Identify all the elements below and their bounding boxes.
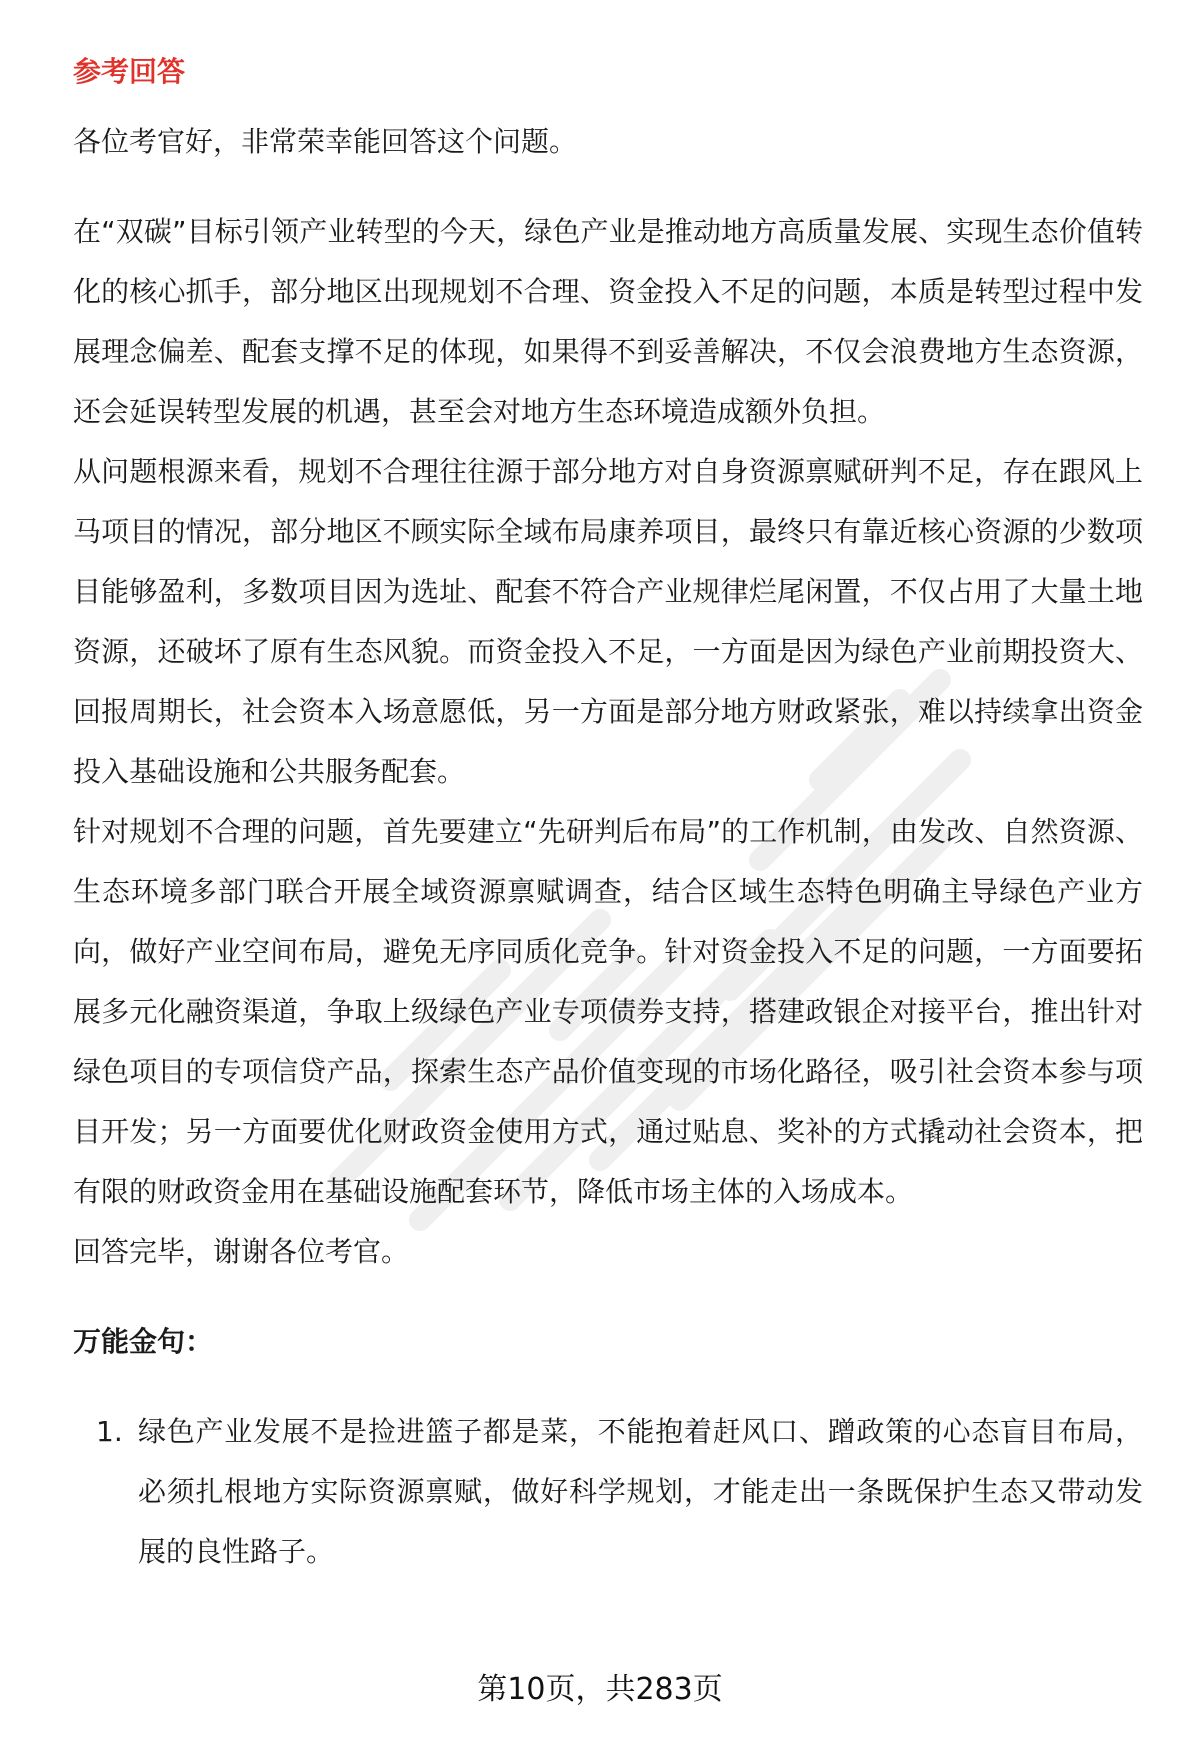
document-content [73, 52, 1143, 1582]
golden-sentences-heading: 万能金句： [73, 1325, 214, 1358]
answer-paragraph-2: 从问题根源来看，规划不合理往往源于部分地方对自身资源禀赋研判不足，存在跟风上马项目的情况，部分地区不顾实际全域布局康养项目，最终只有靠近核心资源的少数项目能够盈利，多数项目因为选址、配套不符合产业规律烂尾闲置，不仅占用了大量土地资源，还破坏了原有生态风貌。而资金投入不足，一方面是因为绿色产业前期投资大、回报周期长，社会资本入场意愿低，另一方面是部分地方财政紧张，难以持续拿出资金投入基础设施和公共服务配套。 [73, 455, 1143, 788]
answer-paragraph-3: 针对规划不合理的问题，首先要建立“先研判后布局”的工作机制，由发改、自然资源、生态环境多部门联合开展全域资源禀赋调查，结合区域生态特色明确主导绿色产业方向，做好产业空间布局，避免无序同质化竞争。针对资金投入不足的问题，一方面要拓展多元化融资渠道，争取上级绿色产业专项债券支持，搭建政银企对接平台，推出针对绿色项目的专项信贷产品，探索生态产品价值变现的市场化路径，吸引社会资本参与项目开发；另一方面要优化财政资金使用方式，通过贴息、奖补的方式撬动社会资本，把有限的财政资金用在基础设施配套环节，降低市场主体的入场成本。 [73, 815, 1143, 1208]
list-item [83, 1402, 1143, 1582]
reference-answer-heading: 参考回答 [73, 55, 186, 88]
golden-sentences-list [73, 1402, 1143, 1582]
list-item-text: 绿色产业发展不是捡进篮子都是菜，不能抱着赶风口、蹭政策的心态盲目布局，必须扎根地方实际资源禀赋，做好科学规划，才能走出一条既保护生态又带动发展的良性路子。 [138, 1415, 1143, 1568]
closing-paragraph: 回答完毕，谢谢各位考官。 [73, 1235, 410, 1268]
greeting-paragraph: 各位考官好，非常荣幸能回答这个问题。 [73, 125, 578, 158]
answer-paragraph-1: 在“双碳”目标引领产业转型的今天，绿色产业是推动地方高质量发展、实现生态价值转化的核心抓手，部分地区出现规划不合理、资金投入不足的问题，本质是转型过程中发展理念偏差、配套支撑不足的体现，如果得不到妥善解决，不仅会浪费地方生态资源，还会延误转型发展的机遇，甚至会对地方生态环境造成额外负担。 [73, 215, 1143, 428]
page-number-footer: 第10页，共283页 [477, 1672, 723, 1707]
list-item-number: 1. [96, 1415, 123, 1448]
